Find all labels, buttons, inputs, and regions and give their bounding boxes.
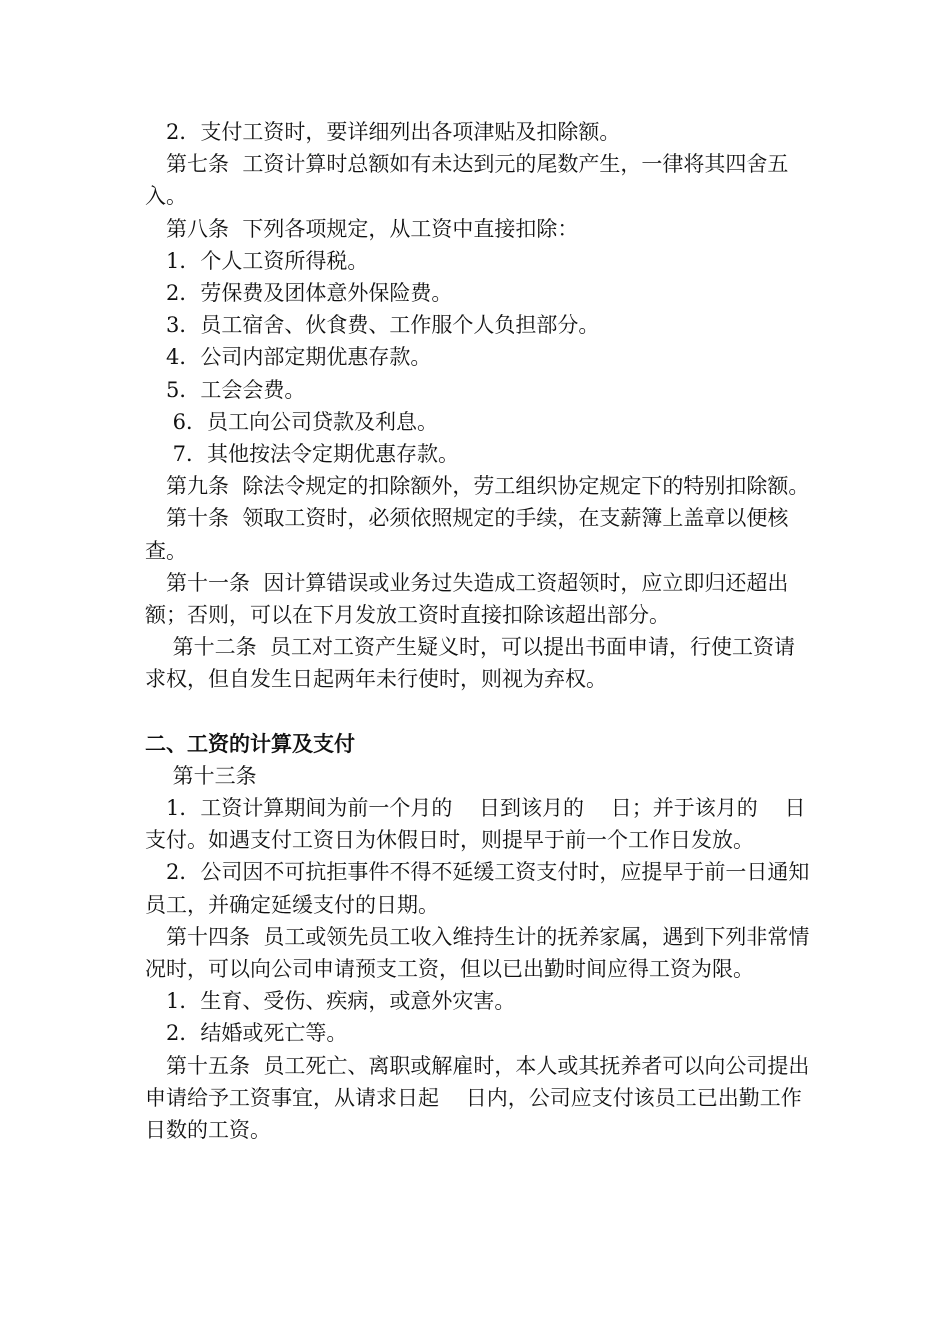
article-14: 第十四条 员工或领先员工收入维持生计的抚养家属，遇到下列非常情况时，可以向公司申请预支工资，但以已出勤时间应得工资为限。 [145, 924, 810, 982]
article-12: 第十二条 员工对工资产生疑义时，可以提出书面申请，行使工资请求权，但自发生日起两年未行使时，则视为弃权。 [145, 635, 796, 692]
article-15: 第十五条 员工死亡、离职或解雇时，本人或其抚养者可以向公司提出申请给予工资事宜，从请求日起 日内，公司应支付该员工已出勤工作日数的工资。 [145, 1053, 810, 1143]
deduction-item-2: 2．劳保费及团体意外保险费。 [145, 281, 453, 306]
article-10: 第十条 领取工资时，必须依照规定的手续，在支薪簿上盖章以便核查。 [145, 506, 789, 563]
article-13-item-1: 1．工资计算期间为前一个月的 日到该月的 日；并于该月的 日支付。如遇支付工资日为休假日时，则提早于前一个工作日发放。 [145, 796, 806, 853]
section-spacer [145, 696, 810, 728]
article-14-item-2: 2．结婚或死亡等。 [145, 1021, 348, 1046]
deduction-item-7: 7．其他按法令定期优惠存款。 [145, 442, 460, 467]
article-7: 第七条 工资计算时总额如有未达到元的尾数产生，一律将其四舍五入。 [145, 152, 789, 209]
article-13: 第十三条 [145, 763, 257, 788]
deduction-item-5: 5．工会会费。 [145, 377, 306, 402]
deduction-item-6: 6．员工向公司贷款及利息。 [145, 409, 439, 434]
deduction-item-4: 4．公司内部定期优惠存款。 [145, 345, 432, 370]
paragraph-item-2-details: 2．支付工资时，要详细列出各项津贴及扣除额。 [145, 120, 621, 144]
article-8: 第八条 下列各项规定，从工资中直接扣除： [145, 216, 579, 241]
article-9: 第九条 除法令规定的扣除额外，劳工组织协定规定下的特别扣除额。 [145, 474, 810, 499]
deduction-item-1: 1．个人工资所得税。 [145, 248, 369, 273]
article-14-item-1: 1．生育、受伤、疾病，或意外灾害。 [145, 989, 516, 1014]
article-11: 第十一条 因计算错误或业务过失造成工资超领时，应立即归还超出额；否则，可以在下月发放工资时直接扣除该超出部分。 [145, 570, 789, 628]
document-body [145, 116, 810, 1146]
section-heading: 二、工资的计算及支付 [145, 730, 355, 756]
article-13-item-2: 2．公司因不可抗拒事件不得不延缓工资支付时，应提早于前一日通知员工，并确定延缓支付的日期。 [145, 860, 810, 917]
deduction-item-3: 3．员工宿舍、伙食费、工作服个人负担部分。 [145, 313, 600, 338]
